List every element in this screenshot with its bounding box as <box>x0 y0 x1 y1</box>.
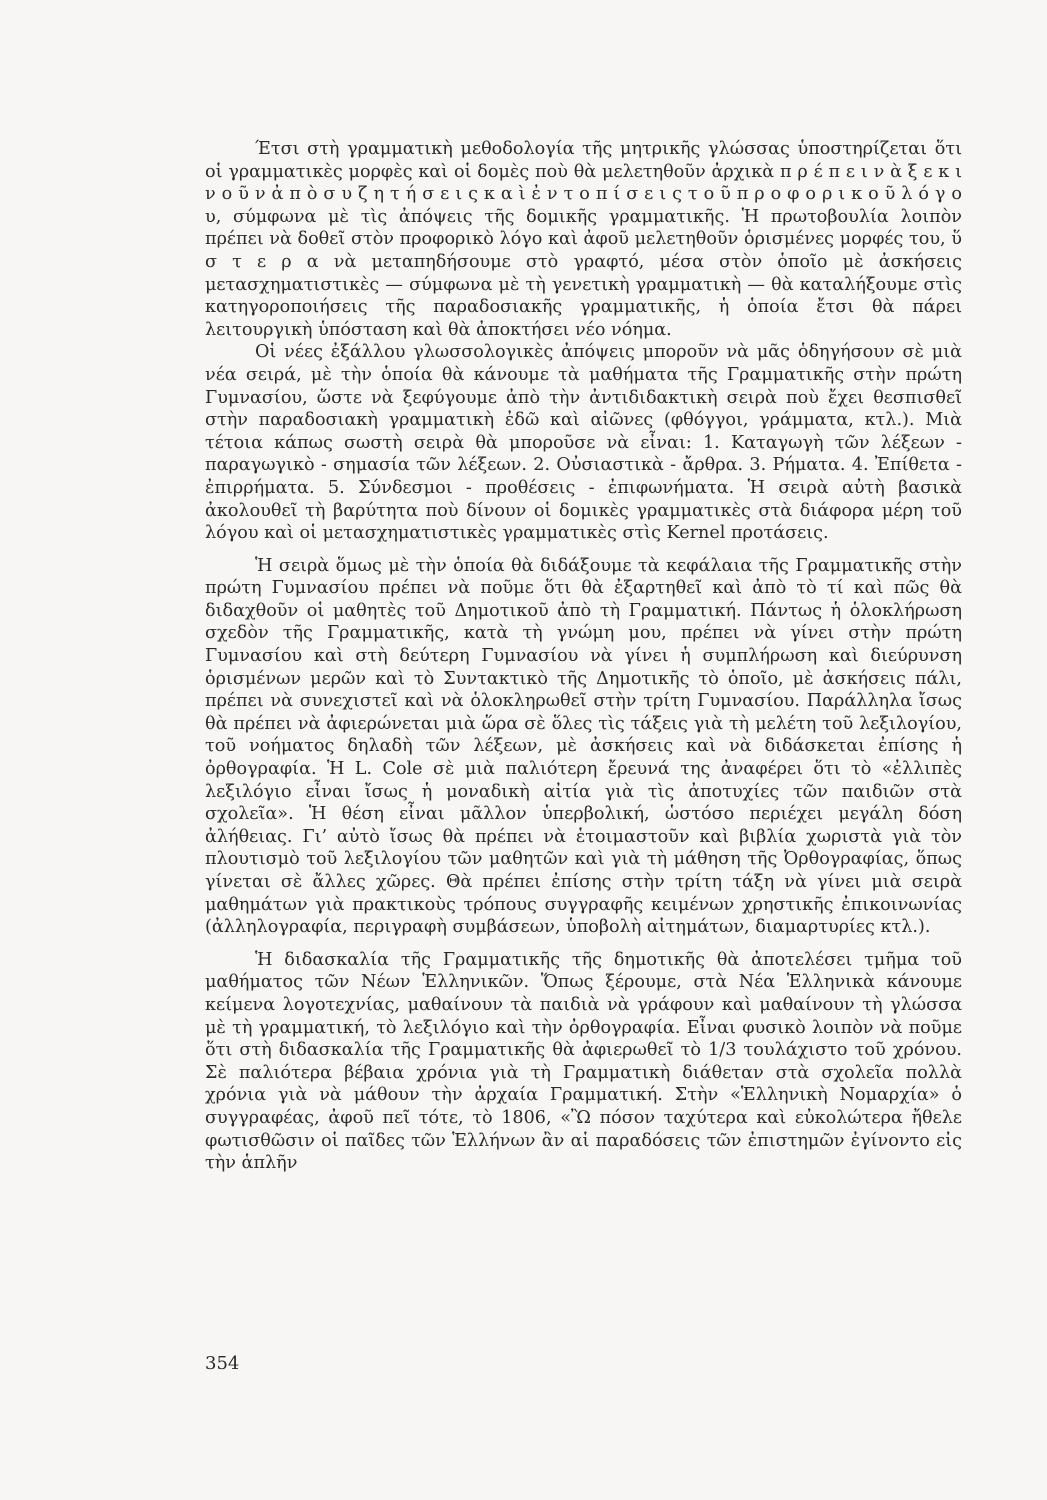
body-text <box>205 138 962 1175</box>
page-number: 354 <box>205 1353 240 1374</box>
paragraph-1: Έτσι στὴ γραμματικὴ μεθοδολογία τῆς μητρικῆς γλώσσας ὑποστηρίζεται ὅτι οἱ γραμματικὲς μορφὲς καὶ οἱ δομὲς ποὺ θὰ μελετηθοῦν ἀρχικὰ π ρ έ π ε ι ν ὰ ξ ε κ ι ν ο ῦ ν ἀ π ὸ σ υ ζ η τ ή σ ε ι ς κ α ὶ ἐ ν τ ο π ί σ ε ι ς τ ο ῦ π ρ ο φ ο ρ ι κ ο ῦ λ ό γ ο υ, σύμφωνα μὲ τὶς ἀπόψεις τῆς δομικῆς γραμματικῆς. Ἡ πρωτοβουλία λοιπὸν πρέπει νὰ δοθεῖ στὸν προφορικὸ λόγο καὶ ἀφοῦ μελετηθοῦν ὁρισμένες μορφές του, ὕ σ τ ε ρ α νὰ μεταπηδήσουμε στὸ γραφτό, μέσα στὸν ὁποῖο μὲ ἀσκήσεις μετασχηματιστικὲς — σύμφωνα μὲ τὴ γενετικὴ γραμματικὴ — θὰ καταλήξουμε στὶς κατηγοροποιήσεις τῆς παραδοσιακῆς γραμματικῆς, ἡ ὁποία ἔτσι θὰ πάρει λειτουργικὴ ὑπόσταση καὶ θὰ ἀποκτήσει νέο νόημα. <box>205 139 962 340</box>
paragraph-4: Ἡ διδασκαλία τῆς Γραμματικῆς τῆς δημοτικῆς θὰ ἀποτελέσει τμῆμα τοῦ μαθήματος τῶν Νέων Ἑλληνικῶν. Ὅπως ξέρουμε, στὰ Νέα Ἑλληνικὰ κάνουμε κείμενα λογοτεχνίας, μαθαίνουν τὰ παιδιὰ νὰ γράφουν καὶ μαθαίνουν τὴ γλώσσα μὲ τὴ γραμματική, τὸ λεξιλόγιο καὶ τὴν ὀρθογραφία. Εἶναι φυσικὸ λοιπὸν νὰ ποῦμε ὅτι στὴ διδασκαλία τῆς Γραμματικῆς θὰ ἀφιερωθεῖ τὸ 1/3 τουλάχιστο τοῦ χρόνου. Σὲ παλιότερα βέβαια χρόνια γιὰ τὴ Γραμματικὴ διάθεταν στὰ σχολεῖα πολλὰ χρόνια γιὰ νὰ μάθουν τὴν ἀρχαία Γραμματική. Στὴν «Ἑλληνικὴ Νομαρχία» ὁ συγγραφέας, ἀφοῦ πεῖ τότε, τὸ 1806, «Ὢ πόσον ταχύτερα καὶ εὐκολώτερα ἤθελε φωτισθῶσιν οἱ παῖδες τῶν Ἑλλήνων ἂν αἱ παραδόσεις τῶν ἐπιστημῶν ἐγίνοντο εἰς τὴν ἁπλῆν <box>205 949 962 1174</box>
paragraph-2: Οἱ νέες ἐξάλλου γλωσσολογικὲς ἀπόψεις μποροῦν νὰ μᾶς ὁδηγήσουν σὲ μιὰ νέα σειρά, μὲ τὴν ὁποία θὰ κάνουμε τὰ μαθήματα τῆς Γραμματικῆς στὴν πρώτη Γυμνασίου, ὥστε νὰ ξεφύγουμε ἀπὸ τὴν ἀντιδιδακτικὴ σειρὰ ποὺ ἔχει θεσπισθεῖ στὴν παραδοσιακὴ γραμματικὴ ἐδῶ καὶ αἰῶνες (φθόγγοι, γράμματα, κτλ.). Μιὰ τέτοια κάπως σωστὴ σειρὰ θὰ μποροῦσε νὰ εἶναι: 1. Καταγωγὴ τῶν λέξεων - παραγωγικὸ - σημασία τῶν λέξεων. 2. Οὐσιαστικὰ - ἄρθρα. 3. Ρήματα. 4. Ἐπίθετα - ἐπιρρήματα. 5. Σύνδεσμοι - προθέσεις - ἐπιφωνήματα. Ἡ σειρὰ αὐτὴ βασικὰ ἀκολουθεῖ τὴ βαρύτητα ποὺ δίνουν οἱ δομικὲς γραμματικὲς στὰ διάφορα μέρη τοῦ λόγου καὶ οἱ μετασχηματιστικὲς γραμματικὲς στὶς Kernel προτάσεις. <box>205 342 962 544</box>
paragraph-3: Ἡ σειρὰ ὅμως μὲ τὴν ὁποία θὰ διδάξουμε τὰ κεφάλαια τῆς Γραμματικῆς στὴν πρώτη Γυμνασίου πρέπει νὰ ποῦμε ὅτι θὰ ἐξαρτηθεῖ καὶ ἀπὸ τὸ τί καὶ πῶς θὰ διδαχθοῦν οἱ μαθητὲς τοῦ Δημοτικοῦ ἀπὸ τὴ Γραμματική. Πάντως ἡ ὁλοκλήρωση σχεδὸν τῆς Γραμματικῆς, κατὰ τὴ γνώμη μου, πρέπει νὰ γίνει στὴν πρώτη Γυμνασίου καὶ στὴ δεύτερη Γυμνασίου νὰ γίνει ἡ συμπλήρωση καὶ διεύρυνση ὁρισμένων μερῶν καὶ τὸ Συντακτικὸ τῆς Δημοτικῆς τὸ ὁποῖο, μὲ ἀσκήσεις πάλι, πρέπει νὰ συνεχιστεῖ καὶ νὰ ὁλοκληρωθεῖ στὴν τρίτη Γυμνασίου. Παράλληλα ἴσως θὰ πρέπει νὰ ἀφιερώνεται μιὰ ὥρα σὲ ὅλες τὶς τάξεις γιὰ τὴ μελέτη τοῦ λεξιλογίου, τοῦ νοήματος δηλαδὴ τῶν λέξεων, μὲ ἀσκήσεις καὶ νὰ διδάσκεται ἐπίσης ἡ ὀρθογραφία. Ἡ L. Cole σὲ μιὰ παλιότερη ἔρευνά της ἀναφέρει ὅτι τὸ «ἐλλιπὲς λεξιλόγιο εἶναι ἴσως ἡ μοναδικὴ αἰτία γιὰ τὶς ἀποτυχίες τῶν παιδιῶν στὰ σχολεῖα». Ἡ θέση εἶναι μᾶλλον ὑπερβολική, ὡστόσο περιέχει μεγάλη δόση ἀλήθειας. Γι’ αὐτὸ ἴσως θὰ πρέπει νὰ ἑτοιμαστοῦν καὶ βιβλία χωριστὰ γιὰ τὸν πλουτισμὸ τοῦ λεξιλογίου τῶν μαθητῶν καὶ γιὰ τὴ μάθηση τῆς Ὀρθογραφίας, ὅπως γίνεται σὲ ἄλλες χῶρες. Θὰ πρέπει ἐπίσης στὴν τρίτη τάξη νὰ γίνει μιὰ σειρὰ μαθημάτων γιὰ πρακτικοὺς τρόπους συγγραφῆς κειμένων χρηστικῆς ἐπικοινωνίας (ἀλληλογραφία, περιγραφὴ συμβάσεων, ὑποβολὴ αἰτημάτων, διαμαρτυρίες κτλ.). <box>205 555 962 938</box>
